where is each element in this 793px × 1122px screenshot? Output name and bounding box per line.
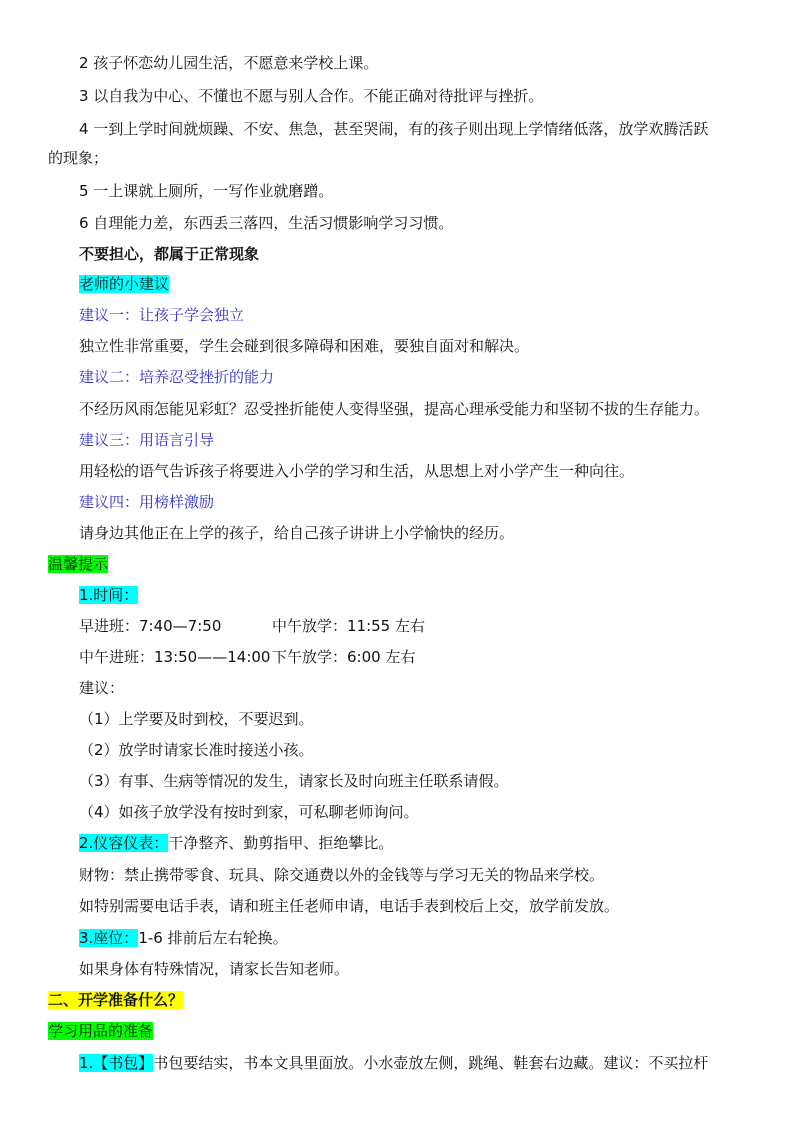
advice-item-1: （1）上学要及时到校，不要迟到。 bbox=[79, 710, 314, 728]
schedule-row-2 bbox=[0, 646, 793, 668]
teacher-tips-heading bbox=[0, 273, 793, 295]
bag-label: 1.【书包】 bbox=[79, 1054, 154, 1072]
tip1-title: 建议一：让孩子学会独立 bbox=[79, 306, 245, 324]
section-2-heading bbox=[0, 989, 793, 1011]
appearance-label: 2.仪容仪表： bbox=[79, 834, 169, 852]
tip1-text: 独立性非常重要，学生会碰到很多障碍和困难，要独自面对和解决。 bbox=[79, 337, 530, 355]
issue-item-4-line1: 4 一到上学时间就烦躁、不安、焦急，甚至哭闹，有的孩子则出现上学情绪低落，放学欢腾活跃 bbox=[79, 120, 709, 138]
afternoon-out: 下午放学：6:00 左右 bbox=[272, 648, 416, 666]
property-rule: 财物：禁止携带零食、玩具、除交通费以外的金钱等与学习无关的物品来学校。 bbox=[79, 866, 605, 884]
noon-out: 中午放学：11:55 左右 bbox=[272, 617, 425, 635]
appearance-row bbox=[0, 832, 793, 854]
no-worry-heading: 不要担心，都属于正常现象 bbox=[79, 245, 260, 263]
tip4-text: 请身边其他正在上学的孩子，给自己孩子讲讲上小学愉快的经历。 bbox=[79, 524, 515, 542]
tip3-title: 建议三：用语言引导 bbox=[79, 431, 215, 449]
time-label: 1.时间： bbox=[79, 586, 139, 604]
reminder-heading bbox=[0, 553, 793, 575]
phone-rule: 如特别需要电话手表，请和班主任老师申请，电话手表到校后上交，放学前发放。 bbox=[79, 897, 620, 915]
reminder-label: 温馨提示 bbox=[48, 555, 109, 573]
issue-item-5: 5 一上课就上厕所，一写作业就磨蹭。 bbox=[79, 182, 334, 200]
supplies-label: 学习用品的准备 bbox=[48, 1022, 154, 1040]
tip2-text: 不经历风雨怎能见彩虹？忍受挫折能使人变得坚强，提高心理承受能力和坚韧不拔的生存能力。 bbox=[79, 400, 710, 418]
time-heading bbox=[0, 584, 793, 606]
tip3-text: 用轻松的语气告诉孩子将要进入小学的学习和生活，从思想上对小学产生一种向往。 bbox=[79, 462, 635, 480]
issue-item-2: 2 孩子怀恋幼儿园生活，不愿意来学校上课。 bbox=[79, 54, 379, 72]
appearance-text: 干净整齐、勤剪指甲、拒绝攀比。 bbox=[168, 834, 394, 852]
advice-item-3: （3）有事、生病等情况的发生，请家长及时向班主任联系请假。 bbox=[79, 772, 509, 790]
supplies-heading bbox=[0, 1020, 793, 1042]
issue-item-6: 6 自理能力差，东西丢三落四，生活习惯影响学习习惯。 bbox=[79, 214, 454, 232]
noon-in: 中午进班：13:50——14:00 bbox=[79, 648, 271, 666]
advice-item-4: （4）如孩子放学没有按时到家，可私聊老师询问。 bbox=[79, 803, 419, 821]
morning-in: 早进班：7:40—7:50 bbox=[79, 617, 222, 635]
tip4-title: 建议四：用榜样激励 bbox=[79, 493, 215, 511]
bag-row bbox=[0, 1052, 793, 1074]
bag-text: 书包要结实，书本文具里面放。小水壶放左侧，跳绳、鞋套右边藏。建议：不买拉杆 bbox=[153, 1054, 709, 1072]
section-2-label: 二、开学准备什么？ bbox=[48, 991, 184, 1009]
teacher-tips-label: 老师的小建议 bbox=[79, 275, 170, 293]
seat-text: 1-6 排前后左右轮换。 bbox=[138, 929, 288, 947]
seat-label: 3.座位： bbox=[79, 929, 139, 947]
seat-row bbox=[0, 927, 793, 949]
schedule-row-1 bbox=[0, 615, 793, 637]
advice-item-2: （2）放学时请家长准时接送小孩。 bbox=[79, 741, 314, 759]
issue-item-3: 3 以自我为中心、不懂也不愿与别人合作。不能正确对待批评与挫折。 bbox=[79, 87, 544, 105]
issue-item-4-line2: 的现象； bbox=[48, 149, 109, 167]
health-note: 如果身体有特殊情况，请家长告知老师。 bbox=[79, 960, 350, 978]
tip2-title: 建议二：培养忍受挫折的能力 bbox=[79, 368, 275, 386]
advice-label: 建议： bbox=[79, 679, 125, 697]
